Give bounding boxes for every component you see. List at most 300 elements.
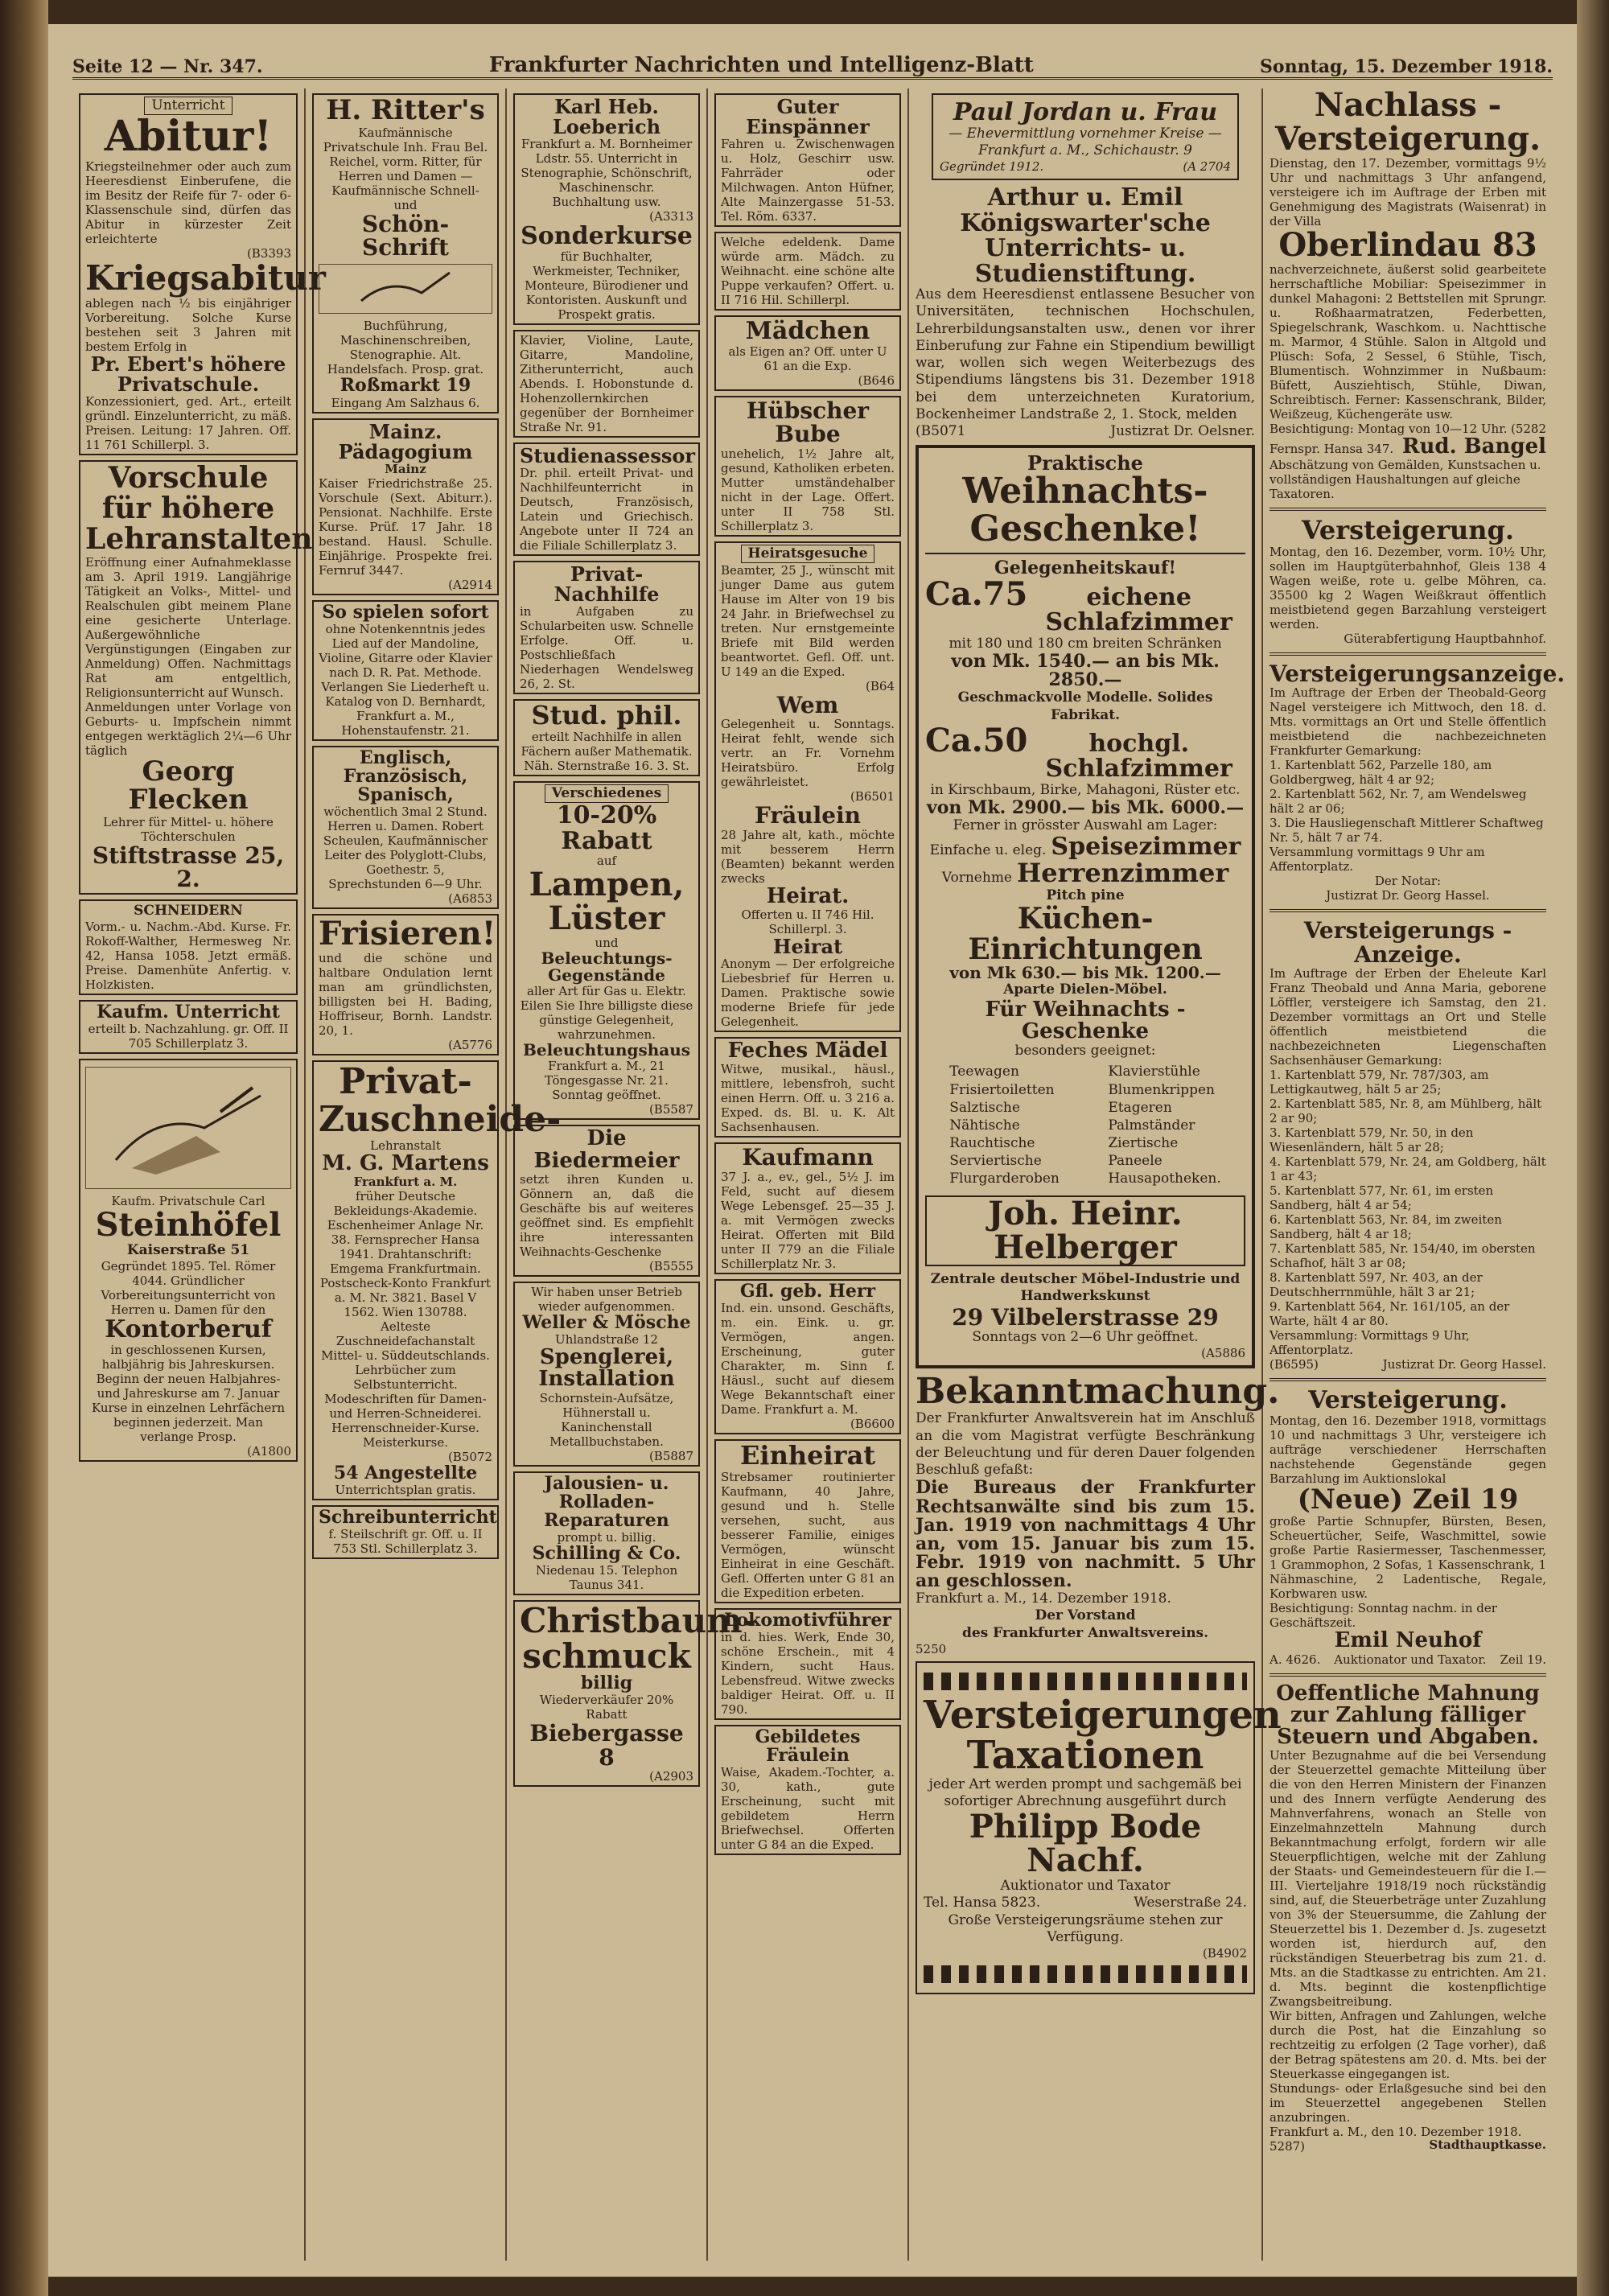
bel-text: aller Art für Gas u. Elektr. Eilen Sie Ihre billigste diese günstige Gelegenheit, wahrzunehmen. bbox=[520, 984, 693, 1043]
studien-title: Studienassessor bbox=[520, 443, 696, 467]
steinhoefel-pre: Kaufm. Privatschule Carl bbox=[111, 1194, 265, 1209]
fraeulein-title: Fräulein bbox=[754, 802, 862, 829]
kontorberuf-title: Kontorberuf bbox=[105, 1315, 272, 1344]
praktische-label: Praktische bbox=[1027, 451, 1143, 475]
helberger-ref: (A5886 bbox=[1201, 1346, 1245, 1361]
neuhof-name: Emil Neuhof bbox=[1334, 1628, 1482, 1653]
ad-vorschule bbox=[79, 460, 313, 895]
kaufmann-text: 37 J. a., ev., gel., 5½ J. im Feld, sucht auf diesem Wege Lebensgef. 25—35 J. a. mit Vermögen zwecks Heirat. Offerten mit Bild unter II 779 an die Filiale Schillerplatz Nr. 3. bbox=[721, 1169, 895, 1271]
ad-abitur bbox=[79, 93, 326, 455]
rabatt-sub: auf bbox=[596, 854, 617, 869]
abitur-text: Kriegsteilnehmer oder auch zum Heeresdienst Einberufene, die im Besitz der Reife für 7- oder 6-Klassenschule sind, dürfen das Abitur in kürzester Zeit erleichterte bbox=[85, 158, 291, 246]
ad-heiratsgesuche bbox=[714, 541, 901, 1033]
kriegsabitur-text: ablegen nach ½ bis einjähriger Vorbereitung. Solche Kurse bestehen seit 3 Jahren mit bestem Erfolg in bbox=[85, 295, 291, 354]
ad-jordan bbox=[932, 93, 1239, 180]
bangel-name: Rud. Bangel bbox=[1401, 434, 1546, 459]
flecken-name: Georg Flecken bbox=[128, 755, 249, 817]
bode-sub: Auktionator und Taxator bbox=[1000, 1878, 1171, 1895]
mahnung-title: Oeffentliche Mahnung zur Zahlung fälliger Steuern und Abgaben. bbox=[1276, 1681, 1540, 1750]
jordan-ref: (A 2704 bbox=[1183, 159, 1231, 174]
notice-versteigerung-3 bbox=[1270, 1388, 1546, 1666]
column-5 bbox=[909, 88, 1282, 2261]
vorschule-title: Vorschule für höhere Lehranstalten bbox=[85, 461, 313, 556]
martens-text: früher Deutsche Bekleidungs-Akademie. Eschenheimer Anlage Nr. 38. Fernsprecher Hansa 1941. Drahtanschrift: Emgema Frankfurtmain. Postscheck-Konto Frankfurt a. M. Nr. 3821. Basel V 1562. Wien 130788. bbox=[319, 1188, 492, 1319]
martens-plan: Unterrichtsplan gratis. bbox=[335, 1483, 476, 1498]
heirat2-title: Heirat bbox=[772, 934, 843, 958]
ad-stud-phil bbox=[513, 699, 700, 776]
herren-pre: Vornehme bbox=[941, 869, 1012, 886]
ad-privat-nachhilfe bbox=[513, 561, 700, 694]
maedchen-text: als Eigen an? Off. unter U 61 an die Exp. bbox=[728, 344, 887, 373]
bel-address: Frankfurt a. M., 21 Töngesgasse Nr. 21. Sonntag geöffnet. bbox=[545, 1059, 669, 1103]
eichen-title: eichene Schlafzimmer bbox=[1045, 582, 1232, 637]
gift-item: Nähtische bbox=[949, 1117, 1020, 1134]
ad-kaufm-unterricht bbox=[79, 1000, 298, 1054]
ad-frisieren bbox=[312, 914, 499, 1055]
bangel-phone: Fernspr. Hansa 347. bbox=[1270, 442, 1394, 456]
biedermeier-text: setzt ihren Kunden u. Gönnern an, daß die Geschäfte bis auf weiteres geöffnet sind. Es empfiehlt ihre interessanten Weihnachts-Geschenke bbox=[520, 1171, 693, 1259]
jalousien-address: Niedenau 15. Telephon Taunus 341. bbox=[535, 1562, 678, 1592]
weller-text: Wir haben unser Betrieb wieder aufgenommen. bbox=[531, 1284, 682, 1314]
bube-title: Hübscher Bube bbox=[746, 397, 870, 448]
biedermeier-ref: (B5555 bbox=[648, 1258, 693, 1273]
ad-feches bbox=[714, 1037, 901, 1138]
gift-item: Ziertische bbox=[1108, 1134, 1179, 1151]
ad-loeberich bbox=[513, 93, 700, 325]
stiftung-text: Aus dem Heeresdienst entlassene Besucher von Universitäten, technischen Hochschulen, Lehrerbildungsanstalten usw., denen vor ihrer Einberufung zur Fahne ein Stipendium bewilligt war, wollen sich wegen Weiterbezugs des Stipendiums längstens bis 31. Dezember 1918 bei dem unterzeichneten Kuratorium, Bockenheimer Landstraße 2, 1. Stock, melden bbox=[916, 286, 1255, 422]
bekannt-sig1: Der Vorstand bbox=[1035, 1607, 1136, 1624]
ad-maedchen bbox=[714, 315, 901, 391]
anzeige-item: 1. Kartenblatt 562, Parzelle 180, am Goldbergweg, hält 4 ar 92; bbox=[1270, 758, 1492, 788]
schneidern-title: SCHNEIDERN bbox=[134, 902, 243, 919]
bangel-text: Abschätzung von Gemälden, Kunstsachen u. vollständigen Haushaltungen auf gleiche Taxatoren. bbox=[1270, 458, 1541, 502]
verst3-list: große Partie Schnupfer, Bürsten, Besen, Scheuertücher, Seife, Waschmittel, sowie große Partie Rasiermesser, Taschenmesser, 1 Grammophon, 2 Sofas, 1 Kassenschrank, 1 Nähmaschine, 2 Ladentische, Regale, Korbwaren usw. bbox=[1270, 1514, 1546, 1602]
hochgl-price: von Mk. 2900.— bis Mk. 6000.— bbox=[926, 797, 1245, 819]
newspaper-page bbox=[48, 24, 1577, 2277]
einspaenner-text: Fahren u. Zwischenwagen u. Holz, Geschirr usw. Fahrräder oder Milchwagen. Anton Hüfner, Alte Mainzergasse 51-53. Tel. Röm. 6337. bbox=[721, 137, 895, 224]
ad-einspaenner bbox=[714, 93, 901, 227]
ad-studienassessor bbox=[513, 442, 700, 556]
section-label-unterricht: Unterricht bbox=[144, 97, 232, 115]
helberger-open: Sonntags von 2—6 Uhr geöffnet. bbox=[972, 1329, 1199, 1346]
steinhoefel-text2: in geschlossenen Kursen, halbjährig bis Jahreskursen. Beginn der neuen Halbjahres- und Jahreskurse am 7. Januar Kurse in einzelnen Lehrfächern beginnen jederzeit. Man verlange Prosp. bbox=[91, 1342, 286, 1444]
mainz-title: Mainz. Pädagogium bbox=[338, 419, 473, 463]
ritter-text2: Buchführung, Maschinenschreiben, Stenographie. Alt. Handelsfach. Prosp. grat. bbox=[327, 319, 484, 377]
anzeige2-item: 7. Kartenblatt 585, Nr. 154/40, im obersten Schafhof, hält 3 ar 08; bbox=[1270, 1241, 1536, 1271]
oberlindau-address: Oberlindau 83 bbox=[1278, 226, 1537, 264]
kuechen-title: Küchen-Einrichtungen bbox=[968, 901, 1203, 966]
lokomotiv-title: Lokomotivführer bbox=[724, 1609, 891, 1631]
anzeige-item: 3. Die Hausliegenschaft Mittlerer Schaftweg Nr. 5, hält 7 ar 74. bbox=[1270, 816, 1544, 846]
christbaum-title: Christbaum-schmuck bbox=[520, 1600, 757, 1677]
ebert-text: Konzessioniert, ged. Art., erteilt gründl. Einzelunterricht, zu mäß. Preisen. Leitung: 17 Jahren. Off. 11 761 Schillerpl. 3. bbox=[85, 394, 291, 453]
neuhof-address: Zeil 19. bbox=[1500, 1652, 1546, 1667]
dielen-text: Aparte Dielen-Möbel. bbox=[1003, 981, 1167, 998]
bel-title: Beleuchtungs-Gegenstände bbox=[541, 948, 673, 985]
heirat2-text: Anonym — Der erfolgreiche Liebesbrief für Herren u. Damen. Praktische sowie moderne Briefe für jede Gelegenheit. bbox=[721, 957, 895, 1030]
christbaum-ref: (A2903 bbox=[649, 1769, 693, 1784]
neuhof-ref: A. 4626. bbox=[1270, 1652, 1321, 1667]
martens-city: Frankfurt a. M. bbox=[353, 1174, 458, 1189]
ad-mainz bbox=[312, 418, 499, 595]
ad-christbaum bbox=[513, 1600, 757, 1787]
mahnung-ref: 5287) bbox=[1270, 2139, 1306, 2154]
lokomotiv-text: in d. hies. Werk, Ende 30, schöne Erschein., mit 4 Kindern, sucht Haus. Lebensfreud. Witwe zwecks baldiger Heirat. Off. u. II 790. bbox=[721, 1629, 895, 1717]
ad-ritter bbox=[312, 93, 499, 414]
gift-item: Frisiertoiletten bbox=[949, 1081, 1055, 1098]
gift-item: Serviertische bbox=[949, 1152, 1042, 1169]
ad-spielen bbox=[312, 600, 499, 741]
ad-einheirat bbox=[714, 1439, 901, 1603]
loeberich-title: Karl Heb. Loeberich bbox=[552, 95, 661, 139]
ad-herr bbox=[714, 1279, 901, 1434]
column-1 bbox=[72, 88, 326, 2261]
christbaum-address: Biebergasse 8 bbox=[529, 1720, 684, 1771]
section-label-heiratsgesuche: Heiratsgesuche bbox=[741, 545, 875, 563]
ad-lokomotiv bbox=[714, 1608, 901, 1720]
ad-martens bbox=[312, 1060, 562, 1500]
anzeige-title: Versteigerungsanzeige. bbox=[1270, 660, 1566, 687]
anzeige2-ref: (B6595) bbox=[1270, 1357, 1319, 1372]
hand-writing-illustration bbox=[85, 1067, 291, 1189]
wem-ref: (B6501 bbox=[850, 789, 895, 804]
bekannt-date: Frankfurt a. M., 14. Dezember 1918. bbox=[916, 1590, 1171, 1607]
jordan-address: Frankfurt a. M., Schichaustr. 9 bbox=[977, 142, 1192, 158]
ritter-text: Kaufmännische Privatschule Inh. Frau Bel. Reichel, vorm. Ritter, für Herren und Damen — Kaufmännische Schnell- und bbox=[323, 125, 488, 212]
frisieren-title: Frisieren! bbox=[319, 915, 496, 953]
lampen-sub: und bbox=[595, 936, 619, 951]
anzeige2-item: 5. Kartenblatt 577, Nr. 61, im ersten Sandberg, hält 4 ar 54; bbox=[1270, 1183, 1494, 1213]
heirat-text: Offerten u. II 746 Hil. Schillerpl. 3. bbox=[741, 907, 874, 936]
notar-name: Justizrat Dr. Georg Hassel. bbox=[1326, 888, 1490, 903]
jordan-sub: — Ehevermittlung vornehmer Kreise — bbox=[949, 125, 1222, 142]
hochgl-count: Ca.50 bbox=[925, 721, 1028, 759]
stiftung-title: Arthur u. Emil Königswarter'sche Unterrichts- u. Studienstiftung. bbox=[960, 183, 1211, 288]
frisieren-text: und die schöne und haltbare Ondulation lernt man am gründlichsten, billigsten bei H. Bading, Hoffriseur, Bornh. Landstr. 20, 1. bbox=[319, 951, 492, 1039]
gift-item: Etageren bbox=[1108, 1099, 1172, 1116]
gift-item: Blumenkrippen bbox=[1108, 1081, 1215, 1098]
fraeulein2-title: Gebildetes Fräulein bbox=[755, 1726, 861, 1766]
verst1-text: Montag, den 16. Dezember, vorm. 10½ Uhr, sollen im Hauptgüterbahnhof, Gleis 138 4 Wagen weiße, rote u. gelbe Möhren, ca. 35500 kg 2 Wagen Weißkraut öffentlich meistbietend gegen Barzahlung versteigert werden. bbox=[1270, 544, 1546, 632]
zeil-address: (Neue) Zeil 19 bbox=[1297, 1483, 1519, 1516]
besonders-text: besonders geeignet: bbox=[1014, 1043, 1156, 1060]
bel-firm: Beleuchtungshaus bbox=[522, 1040, 691, 1060]
gift-item: Teewagen bbox=[949, 1064, 1019, 1080]
jordan-year: Gegründet 1912. bbox=[940, 159, 1044, 174]
column-4 bbox=[708, 88, 909, 2261]
stiftung-ref: (B5071 bbox=[916, 423, 966, 439]
column-2 bbox=[306, 88, 562, 2261]
rabatt-title: 10-20% Rabatt bbox=[556, 801, 657, 855]
jalousien-firm: Schilling & Co. bbox=[532, 1542, 681, 1564]
ad-jalousien bbox=[513, 1471, 700, 1595]
herr-title: Gfl. geb. Herr bbox=[739, 1280, 876, 1302]
notice-nachlass bbox=[1270, 88, 1546, 501]
steinhoefel-text: Gegründet 1895. Tel. Römer 4044. Gründlicher Vorbereitungsunterricht von Herren u. Damen für den bbox=[101, 1259, 276, 1318]
header-newspaper-title: Frankfurter Nachrichten und Intelligenz-Blatt bbox=[488, 53, 1034, 77]
martens-ref: (B5072 bbox=[447, 1449, 492, 1464]
speise-title: Speisezimmer bbox=[1051, 833, 1241, 862]
maedchen-ref: (B646 bbox=[858, 372, 895, 388]
gift-list-left bbox=[949, 1063, 1060, 1187]
vorschule-text: Eröffnung einer Aufnahmeklasse am 3. April 1919. Langjährige Tätigkeit an Volks-, Mittel- und Realschulen gibt meinem Plane eine gesicherte Unterlage. Außergewöhnliche Vergünstigungen (Eingaben zur Anmeldung) Offen. Nachmittags Rat am entgeltlich, Religionsunterricht auf Wunsch. bbox=[85, 554, 291, 700]
notice-versteigerung-1 bbox=[1270, 517, 1546, 646]
eichen-model: Geschmackvolle Modelle. Solides Fabrikat. bbox=[957, 689, 1213, 723]
martens-name: M. G. Martens bbox=[322, 1150, 489, 1175]
vorschule-text2: Anmeldungen unter Vorlage von Geburts- u. Impfschein nimmt entgegen werktäglich 2¼—6 Uhr täglich bbox=[85, 699, 291, 758]
schneidern-text: Vorm.- u. Nachm.-Abd. Kurse. Fr. Rokoff-Walther, Hermesweg Nr. 42, Hansa 1058. Jetzt ermäß. Preise. Damenhüte Anfertig. v. Holzkisten. bbox=[85, 920, 291, 993]
schoen-schrift-title: Schön-Schrift bbox=[361, 210, 450, 261]
anzeige2-title: Versteigerungs - Anzeige. bbox=[1303, 917, 1512, 968]
anzeige2-time: Versammlung: Vormittags 9 Uhr, Affentorplatz. bbox=[1270, 1328, 1470, 1358]
anzeige-text: Im Auftrage der Erben der Theobald-Georg Nagel versteigere ich Mittwoch, den 18. d. Mts. vormittags an Ort und Stelle öffentlich meistbietend die nachbezeichneten Frankfurter Gemarkung: bbox=[1270, 685, 1546, 759]
header-date: Sonntag, 15. Dezember 1918. bbox=[1260, 56, 1553, 77]
bekannt-title: Bekanntmachung. bbox=[916, 1371, 1280, 1413]
column-3 bbox=[507, 88, 757, 2261]
anzeige2-item: 8. Kartenblatt 597, Nr. 403, an der Deutschherrnmühle, hält 3 ar 21; bbox=[1270, 1270, 1483, 1300]
anzeige2-item: 3. Kartenblatt 579, Nr. 50, in den Wiesenländern, hält 5 ar 28; bbox=[1270, 1125, 1474, 1155]
speise-pre: Einfache u. eleg. bbox=[929, 842, 1047, 859]
verst3-title: Versteigerung. bbox=[1308, 1386, 1508, 1415]
mahnung-text2: Wir bitten, Anfragen und Zahlungen, welche durch die Post, hat die Einzahlung so rechtzeitig zu erfolgen (2 Tage vorher), daß der Betrag spätestens am 20. d. Mts. bei der Steuerkasse eingegangen ist. bbox=[1270, 2009, 1546, 2082]
wem-text: Gelegenheit u. Sonntags. Heirat fehlt, wende sich vertr. an Fr. Vornehm Heiratsbüro. Erfolg gewährleistet. bbox=[721, 717, 895, 790]
anzeige2-item: 6. Kartenblatt 563, Nr. 84, im zweiten Sandberg, hält 4 ar 18; bbox=[1270, 1212, 1502, 1242]
eichen-price: von Mk. 1540.— an bis Mk. 2850.— bbox=[951, 651, 1220, 691]
jalousien-title: Jalousien- u. Rolladen-Reparaturen bbox=[544, 1472, 669, 1531]
ebert-title: Pr. Ebert's höhere Privatschule. bbox=[90, 352, 286, 397]
christbaum-text: Wiederverkäufer 20% Rabatt bbox=[539, 1693, 674, 1722]
dame-text: Welche edeldenk. Dame würde arm. Mädch. zu Weihnacht. eine schöne alte Puppe verkaufen? Offert. u. II 716 Hil. Schillerpl. bbox=[721, 235, 895, 308]
spielen-title: So spielen sofort bbox=[322, 601, 489, 623]
herren-title: Herrenzimmer bbox=[1017, 857, 1229, 888]
beamter-text: Beamter, 25 J., wünscht mit junger Dame aus gutem Hause im Alter von 19 bis 24 Jahr. in Briefwechsel zu treten. Nur ernstgemeinte Briefe mit Bild werden beantwortet. Gefl. Off. unt. U 149 an die Exped. bbox=[721, 562, 895, 679]
book-binding bbox=[0, 0, 48, 2296]
ad-bode bbox=[916, 1661, 1282, 1994]
ad-schreib bbox=[312, 1505, 499, 1559]
gift-item: Hausapotheken. bbox=[1108, 1171, 1221, 1187]
columns bbox=[72, 86, 1566, 2261]
stud-text: erteilt Nachhilfe in allen Fächern außer Mathematik. Näh. Sternstraße 16. 3. St. bbox=[521, 730, 693, 774]
martens-employees: 54 Angestellte bbox=[333, 1462, 478, 1483]
column-6 bbox=[1263, 86, 1566, 2261]
steinhoefel-address: Kaiserstraße 51 bbox=[126, 1242, 250, 1259]
ad-weller bbox=[513, 1282, 700, 1467]
frisieren-ref: (A5776 bbox=[448, 1038, 492, 1053]
bode-name: Philipp Bode Nachf. bbox=[969, 1808, 1202, 1880]
englisch-title: Englisch, Französisch, Spanisch, bbox=[343, 747, 468, 806]
feches-title: Feches Mädel bbox=[727, 1039, 888, 1064]
herr-ref: (B6600 bbox=[850, 1416, 895, 1431]
nachlass-ref: (5282 bbox=[1510, 422, 1546, 436]
steinhoefel-ref: (A1800 bbox=[247, 1443, 291, 1459]
ad-biedermeier bbox=[513, 1125, 700, 1277]
studien-text: Dr. phil. erteilt Privat- und Nachhilfeunterricht in Deutsch, Französisch, Latein und Griechisch. Angebote unter II 724 an die Filiale Schillerplatz 3. bbox=[520, 466, 693, 553]
bube-text: unehelich, 1½ Jahre alt, gesund, Katholiken erbeten. Mutter umständehalber nicht in der Lage. Offert. unter II 758 Stl. Schillerplatz 3. bbox=[721, 446, 895, 533]
sonderkurse-title: Sonderkurse bbox=[521, 222, 693, 251]
heirat-title: Heirat. bbox=[766, 883, 850, 908]
kaufm-text: erteilt b. Nachzahlung. gr. Off. II 705 Schillerplatz 3. bbox=[88, 1022, 289, 1051]
hochgl-text: in Kirschbaum, Birke, Mahagoni, Rüster etc. bbox=[930, 781, 1241, 798]
einspaenner-title: Guter Einspänner bbox=[746, 95, 870, 139]
privat-sub: Lehranstalt bbox=[370, 1138, 441, 1153]
eichen-text: mit 180 und 180 cm breiten Schränken bbox=[949, 635, 1222, 652]
ad-dame bbox=[714, 232, 901, 311]
nachlass-text: Dienstag, den 17. Dezember, vormittags 9½ Uhr und nachmittags 3 Uhr anfangend, versteigere ich im Auftrage der Erben mit Genehmigung des Magistrats (Waisenrat) in der Villa bbox=[1270, 156, 1546, 228]
mainz-sub: Mainz bbox=[385, 461, 426, 476]
bode-ref: (B4902 bbox=[1202, 1946, 1247, 1961]
nachhilfe-text: in Aufgaben zu Schularbeiten usw. Schnelle Erfolge. Off. u. Postschließfach Niederhagen Wendelsweg 26, 2. St. bbox=[520, 604, 693, 692]
lampen-title: Lampen, Lüster bbox=[529, 866, 685, 938]
stiftung-signature: Justizrat Dr. Oelsner. bbox=[1110, 423, 1255, 439]
pitch-pine-label: Pitch pine bbox=[1046, 887, 1125, 903]
eichen-count: Ca.75 bbox=[925, 574, 1028, 613]
spielen-text: ohne Notenkenntnis jedes Lied auf der Mandoline, Violine, Gitarre oder Klavier nach D. R. Pat. Methode. bbox=[319, 622, 492, 681]
loeberich-ref: (A3313 bbox=[649, 209, 693, 224]
helberger-address: 29 Vilbelerstrasse 29 bbox=[952, 1303, 1219, 1331]
spengler-text: Schornstein-Aufsätze, Hühnerstall u. Kaninchenstall Metallbuchstaben. bbox=[539, 1390, 674, 1449]
gift-item: Flurgarderoben bbox=[949, 1171, 1060, 1187]
notar-name-2: Justizrat Dr. Georg Hassel. bbox=[1382, 1357, 1546, 1372]
schreib-title: Schreibunterricht bbox=[319, 1507, 497, 1529]
bekannt-ref: 5250 bbox=[916, 1641, 947, 1656]
bekannt-text: Der Frankfurter Anwaltsverein hat im Anschluß an die vom Magistrat verfügte Beschränkung der Beleuchtung und für deren Dauer folgenden Beschluß gefaßt: bbox=[916, 1410, 1255, 1479]
notice-anwaltsverein bbox=[916, 1371, 1280, 1656]
ritter-address2: Eingang Am Salzhaus 6. bbox=[331, 395, 480, 410]
bode-address: Weserstraße 24. bbox=[1134, 1895, 1247, 1911]
bode-tel: Tel. Hansa 5823. bbox=[924, 1895, 1041, 1911]
nachlass-title: Nachlass - Versteigerung. bbox=[1274, 86, 1541, 158]
helberger-title: Joh. Heinr. Helberger bbox=[925, 1195, 1245, 1266]
anzeige2-item: 2. Kartenblatt 585, Nr. 8, am Mühlberg, hält 2 ar 90; bbox=[1270, 1097, 1542, 1126]
einheirat-title: Einheirat bbox=[740, 1439, 875, 1471]
gift-item: Klavierstühle bbox=[1108, 1064, 1200, 1080]
einheirat-text: Strebsamer routinierter Kaufmann, 40 Jahre, gesund und h. Stelle versehen, sucht, aus besserer Familie, einiges Vermögen, wünscht Einheirat in eine Geschäft. Gefl. Offerten unter G 81 an die Expedition erbeten. bbox=[721, 1469, 895, 1600]
ad-weihnachts-moebel bbox=[916, 445, 1255, 1368]
maedchen-title: Mädchen bbox=[745, 317, 870, 346]
abitur-title: Abitur! bbox=[104, 112, 273, 162]
spengler-title: Spenglerei, Installation bbox=[538, 1344, 675, 1392]
gelegenheit-label: Gelegenheitskauf! bbox=[994, 557, 1177, 578]
ad-englisch bbox=[312, 746, 499, 909]
notar-label: Der Notar: bbox=[1374, 874, 1442, 889]
mahnung-date: Frankfurt a. M., den 10. Dezember 1918. bbox=[1270, 2125, 1522, 2140]
englisch-text: wöchentlich 3mal 2 Stund. Herren u. Damen. Robert Scheulen, Kaufmännischer Leiter des Polyglott-Clubs, Goethestr. 5, Sprechstunden 6—9 Uhr. bbox=[323, 804, 488, 892]
gift-item: Rauchtische bbox=[949, 1134, 1035, 1151]
notice-mahnung bbox=[1270, 1683, 1546, 2154]
beamter-ref: (B64 bbox=[866, 678, 895, 693]
ritter-address: Roßmarkt 19 bbox=[339, 375, 471, 397]
ad-lampen bbox=[513, 781, 700, 1120]
neuhof-sub: Auktionator und Taxator. bbox=[1334, 1652, 1487, 1667]
kriegsabitur-title: Kriegsabitur bbox=[85, 257, 326, 298]
anzeige-item: 2. Kartenblatt 562, Nr. 7, am Wendelsweg hält 2 ar 06; bbox=[1270, 787, 1527, 817]
englisch-ref: (A6853 bbox=[448, 891, 492, 907]
verst3-time: Besichtigung: Sonntag nachm. in der Geschäftszeit. bbox=[1270, 1601, 1497, 1631]
anzeige2-item: 1. Kartenblatt 579, Nr. 787/303, am Lettigkautweg, hält 5 ar 25; bbox=[1270, 1068, 1489, 1097]
helberger-text: Zentrale deutscher Möbel-Industrie und Handwerkskunst bbox=[930, 1271, 1241, 1305]
nachlass-list: nachverzeichnete, äußerst solid gearbeitete herrschaftliche Mobiliar: Speisezimmer in dunkel Mahagoni: 2 Bettstellen mit Sprungr. u. Roßhaarmatratzen, Federbetten, Spiegelschrank, Waschkom. u. Nachttische m. Marmor, 4 Stühle. Salon in Altgold und Plüsch: Sofa, 2 Sessel, 6 Stühle, Tisch, Blumentisch. Wohnzimmer in Nußbaum: Büfett, Ausziehtisch, Stühle, Diwan, Schreibtisch. Ferner: Kassenschrank, Bilder, Weißzeug, Küchengeräte usw. bbox=[1270, 262, 1546, 422]
anzeige-time: Versammlung vormittags 9 Uhr am Affentorplatz. bbox=[1270, 845, 1485, 874]
gift-list-right bbox=[1108, 1063, 1220, 1187]
weller-address: Uhlandstraße 12 bbox=[555, 1331, 658, 1347]
tax-title: Taxationen bbox=[966, 1733, 1204, 1779]
fraeulein2-text: Waise, Akadem.-Tochter, a. 30, kath., gute Erscheinung, sucht mit gebildetem Herrn Briefwechsel. Offerten unter G 84 an die Exped. bbox=[721, 1764, 895, 1852]
anzeige2-item: 4. Kartenblatt 579, Nr. 24, am Goldberg, hält 1 ar 43; bbox=[1270, 1154, 1546, 1184]
anzeige2-item: 9. Kartenblatt 564, Nr. 161/105, an der Warte, hält 4 ar 80. bbox=[1270, 1299, 1510, 1329]
verst-title: Versteigerungen bbox=[924, 1692, 1282, 1738]
jalousien-text: prompt u. billig. bbox=[557, 1529, 656, 1545]
mainz-ref: (A2914 bbox=[448, 577, 492, 592]
flecken-text: Lehrer für Mittel- u. höhere Töchterschulen bbox=[103, 815, 274, 845]
nachlass-time: Besichtigung: Montag von 10—12 Uhr. bbox=[1270, 422, 1508, 436]
loeberich-text: Frankfurt a. M. Bornheimer Ldstr. 55. Unterricht in Stenographie, Schönschrift, Maschinenschr. Buchhaltung usw. bbox=[521, 137, 693, 210]
steinhoefel-name: Steinhöfel bbox=[95, 1206, 282, 1245]
page-edge bbox=[1577, 0, 1609, 2296]
ad-kaufmann bbox=[714, 1142, 901, 1273]
ad-bube bbox=[714, 396, 901, 537]
privat-title: Privat-Zuschneide- bbox=[319, 1061, 562, 1140]
mainz-text: Kaiser Friedrichstraße 25. Vorschule (Sext. Abiturr.). Pensionat. Nachhilfe. Erste Kurse. Prüf. 17 Jahr. 18 bestand. Hausl. Schulle. Einjährige. Prospekte frei. Fernruf 3447. bbox=[319, 475, 492, 578]
weller-name: Weller & Mösche bbox=[522, 1311, 691, 1333]
martens-list: Aelteste Zuschneidefachanstalt Mittel- u. Süddeutschlands. Lehrbücher zum Selbstunterricht. Modeschriften für Damen- und Herren-Schneiderei. Herrenschneider-Kurse. Meisterkurse. bbox=[321, 1319, 490, 1450]
flecken-address: Stiftstrasse 25, 2. bbox=[92, 842, 285, 893]
feches-text: Witwe, musikal., häusl., mittlere, lebensfroh, sucht einen Herrn. Off. u. 3 216 a. Exped. ds. Bl. u. K. Alt Sachsenhausen. bbox=[721, 1062, 895, 1135]
herr-text: Ind. ein. unsond. Geschäfts, m. ein. Eink. u. gr. Vermögen, angen. Erscheinung, guter Charakter, m. Sinn f. Häusl., sucht auf diesem Wege Bekanntschaft einer Dame. Frankfurt a. M. bbox=[721, 1300, 895, 1417]
gift-item: Salztische bbox=[949, 1099, 1020, 1116]
verst1-title: Versteigerung. bbox=[1301, 515, 1515, 546]
notice-versteigerungs-anzeige-2 bbox=[1270, 919, 1546, 1372]
schreib-text: f. Steilschrift gr. Off. u. II 753 Stl. Schillerplatz 3. bbox=[328, 1527, 483, 1557]
mahnung-text3: Stundungs- oder Erlaßgesuche sind bei den im Steuerzettel angegebenen Stellen anzubringen. bbox=[1270, 2081, 1546, 2125]
kaufm-title: Kaufm. Unterricht bbox=[97, 1002, 280, 1023]
bode-text: Große Versteigerungsräume stehen zur Verfügung. bbox=[948, 1911, 1223, 1945]
gift-item: Paneele bbox=[1108, 1152, 1163, 1169]
ad-fraeulein2 bbox=[714, 1725, 901, 1855]
spielen-text2: Verlangen Sie Liederheft u. Katalog von D. Bernhardt, Frankfurt a. M., Hohenstaufenstr. 21. bbox=[321, 680, 490, 739]
section-label-verschiedenes: Verschiedenes bbox=[545, 784, 669, 803]
gift-item: Palmständer bbox=[1108, 1117, 1195, 1134]
bekannt-bold: Die Bureaus der Frankfurter Rechtsanwälte sind bis zum 15. Jan. 1919 von nachmittags 4 Uhr an, vom 15. Januar bis zum 15. Febr. 1919 von nachmitt. 5 Uhr an geschlossen. bbox=[916, 1477, 1255, 1591]
verst1-signature: Güterabfertigung Hauptbahnhof. bbox=[1344, 631, 1546, 646]
kuechen-price: von Mk 630.— bis Mk. 1200.— bbox=[949, 963, 1221, 983]
header-page-number: Seite 12 — Nr. 347. bbox=[72, 56, 263, 77]
bel-ref: (B5587 bbox=[648, 1102, 693, 1117]
fuer-weihnacht-title: Für Weihnachts - Geschenke bbox=[985, 997, 1186, 1043]
ad-schneidern bbox=[79, 899, 298, 995]
hochgl-title: hochgl. Schlafzimmer bbox=[1045, 729, 1232, 784]
sonderkurse-text: für Buchhalter, Werkmeister, Techniker, Monteure, Bürodiener und Kontoristen. Auskunft und Prospekt gratis. bbox=[525, 249, 689, 322]
pen-hand-illustration bbox=[319, 264, 492, 314]
klavier-text: Klavier, Violine, Laute, Gitarre, Mandoline, Zitherunterricht, auch Abends. I. Hobonstunde d. Hohenzollernkirchen gegenüber der Bornheimer Straße Nr. 91. bbox=[520, 332, 693, 434]
lager-text: Ferner in grösster Auswahl am Lager: bbox=[953, 817, 1218, 834]
ritter-title: H. Ritter's bbox=[326, 94, 485, 126]
jordan-name: Paul Jordan u. Frau bbox=[953, 98, 1218, 126]
anzeige2-text: Im Auftrage der Erben der Eheleute Karl Franz Theobald und Anna Maria, geborene Löffler, versteigere ich Samstag, den 21. Dezember vormittags an Ort und Stelle öffentlich meistbietend die nachbezeichneten Liegenschaften Sachsenhäuser Gemarkung: bbox=[1270, 966, 1546, 1068]
mahnung-text: Unter Bezugnahme auf die bei Versendung der Steuerzettel gemachte Mitteilung über die von den Herren Ministern der Finanzen und des Innern verfügte Aenderung des Mahnverfahrens, wonach an Stelle von Einzelmahnzetteln Mahnung durch Bekanntmachung erfolgt, fordern wir alle Steuerpflichtigen, welche mit der Zahlung der Staats- und Gemeindesteuern für die I.—III. Vierteljahre 1918/19 noch rückständig sind, auf, die Steuerbeträge unter Zuzahlung von 3% der Steuersumme, die Zahlung der Steuerzettel bis 1. Dezember d. Js. zugesetzt worden ist, hierdurch auf, den rückständigen Steuerbetrag bis zum 21. d. Mts. an die Stadtkasse zu entrichten. Am 21. d. Mts. beginnt die kostenpflichtige Zwangsbeitreibung. bbox=[1270, 1748, 1546, 2010]
decorative-border-bottom bbox=[924, 1965, 1247, 1983]
nachhilfe-title: Privat-Nachhilfe bbox=[553, 562, 660, 607]
abitur-ref: (B3393 bbox=[246, 245, 291, 261]
wem-title: Wem bbox=[776, 691, 839, 718]
verst-text: jeder Art werden prompt und sachgemäß bei sofortiger Abrechnung ausgeführt durch bbox=[928, 1775, 1242, 1809]
ad-steinhoefel bbox=[79, 1059, 298, 1462]
biedermeier-title: Die Biedermeier bbox=[533, 1126, 680, 1173]
mahnung-signature: Stadthauptkasse. bbox=[1429, 2138, 1546, 2153]
christbaum-sub: billig bbox=[580, 1673, 633, 1694]
weihnacht-title: Weihnachts-Geschenke! bbox=[962, 471, 1208, 549]
page-header bbox=[72, 40, 1553, 80]
notice-stiftung bbox=[916, 185, 1255, 440]
